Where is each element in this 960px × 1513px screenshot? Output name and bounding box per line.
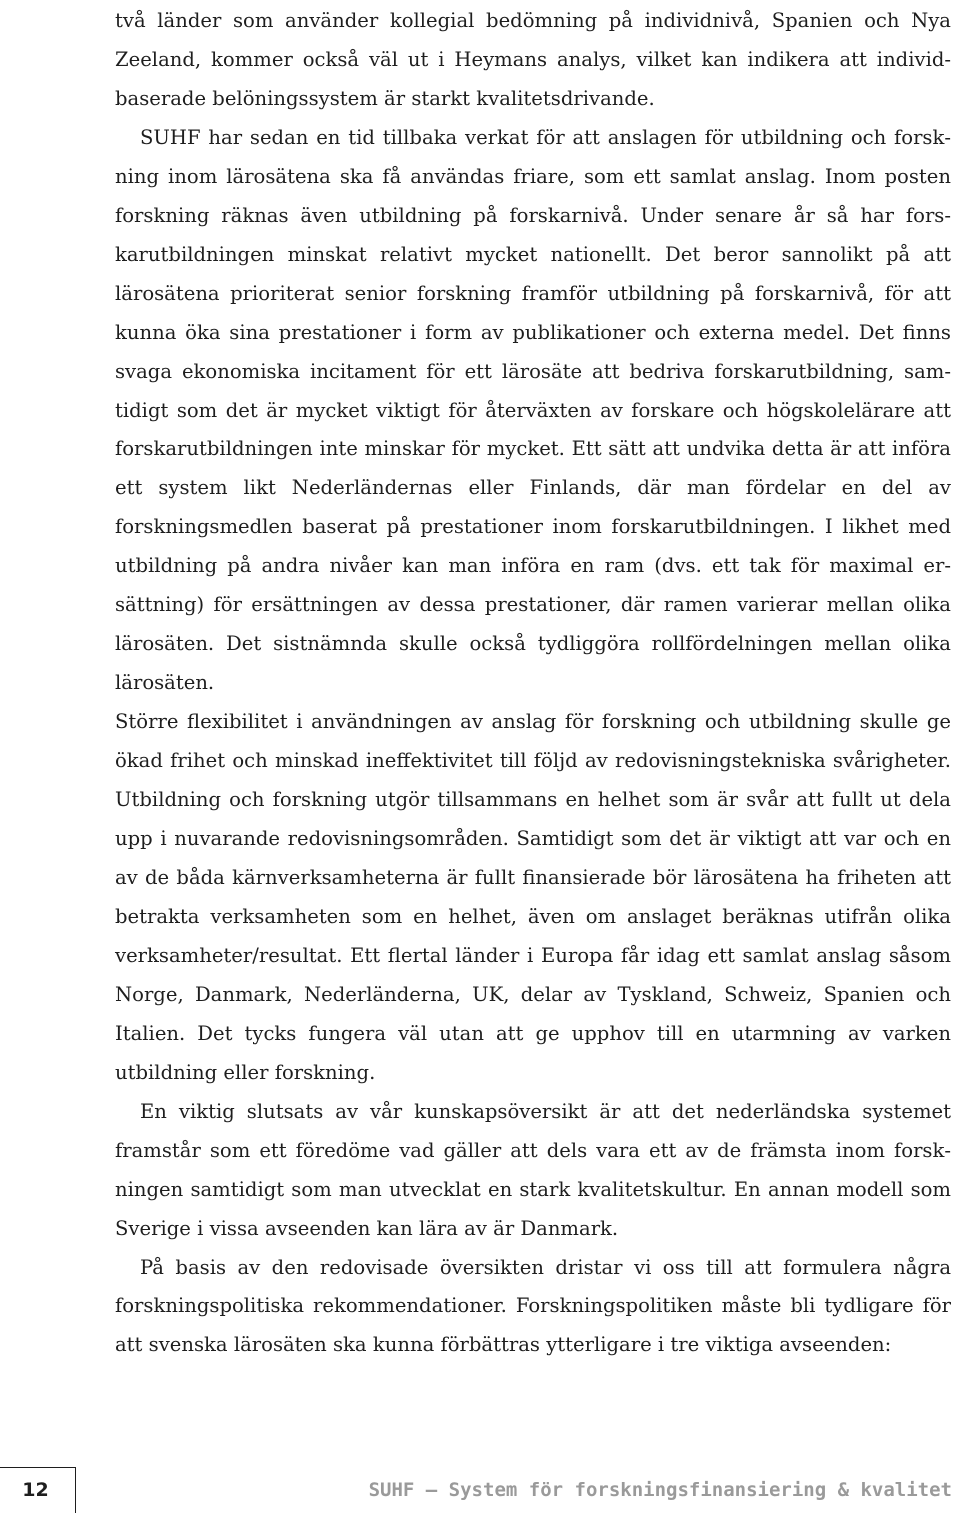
- running-footer-title: SUHF – System för forskningsfinansiering & kvalitet: [368, 1479, 952, 1501]
- body-paragraph-2: SUHF har sedan en tid tillbaka verkat för att anslagen för utbildning och forskning inom lärosätena ska få användas friare, som ett samlat anslag. Inom posten forskning räknas även utbildning på forskarnivå. Under senare år så har forskarutbildningen minskat relativt mycket nationellt. Det beror sannolikt på att lärosätena prioriterat senior forskning framför utbildning på forskarnivå, för att kunna öka sina prestationer i form av publikationer och externa medel. Det finns svaga ekonomiska incitament för ett lärosäte att bedriva forskarutbildning, samtidigt som det är mycket viktigt för återväxten av forskare och högskolelärare att forskarutbildningen inte minskar för mycket. Ett sätt att undvika detta är att införa ett system likt Nederländernas eller Finlands, där man fördelar en del av forskningsmedlen baserat på prestationer inom forskarutbildningen. I likhet med utbildning på andra nivåer kan man införa en ram (dvs. ett tak för maximal ersättning) för ersättningen av dessa prestationer, där ramen varierar mellan olika lärosäten. Det sistnämnda skulle också tydliggöra rollfördelningen mellan olika lärosäten.: [115, 125, 951, 695]
- body-paragraph-5: På basis av den redovisade översikten dristar vi oss till att formulera några forskningspolitiska rekommendationer. Forskningspolitiken måste bli tydligare för att svenska lärosäten ska kunna förbättras ytterligare i tre viktiga avseenden:: [115, 1255, 951, 1357]
- body-paragraph-1: två länder som använder kollegial bedömning på individnivå, Spanien och Nya Zeeland, kommer också väl ut i Heymans analys, vilket kan indikera att individbaserade belöningssystem är starkt kvalitetsdrivande.: [115, 9, 951, 110]
- body-paragraph-4: En viktig slutsats av vår kunskapsöversikt är att det nederländska systemet framstår som ett föredöme vad gäller att dels vara ett av de främsta inom forskningen samtidigt som man utvecklat en stark kvalitetskultur. En annan modell som Sverige i vissa avseenden kan lära av är Danmark.: [115, 1099, 951, 1240]
- page-body: [115, 2, 951, 1365]
- body-paragraph-3: Större flexibilitet i användningen av anslag för forskning och utbildning skulle ge ökad frihet och minskad ineffektivitet till följd av redovisningstekniska svårigheter. Utbildning och forskning utgör tillsammans en helhet som är svår att fullt ut dela upp i nuvarande redovisningsområden. Samtidigt som det är viktigt att var och en av de båda kärnverksamheterna är fullt finansierade bör lärosätena ha friheten att betrakta verksamheten som en helhet, även om anslaget beräknas utifrån olika verksamheter/resultat. Ett flertal länder i Europa får idag ett samlat anslag såsom Norge, Danmark, Nederländerna, UK, delar av Tyskland, Schweiz, Spanien och Italien. Det tycks fungera väl utan att ge upphov till en utarmning av varken utbildning eller forskning.: [115, 710, 951, 1084]
- page-number: 12: [22, 1479, 49, 1501]
